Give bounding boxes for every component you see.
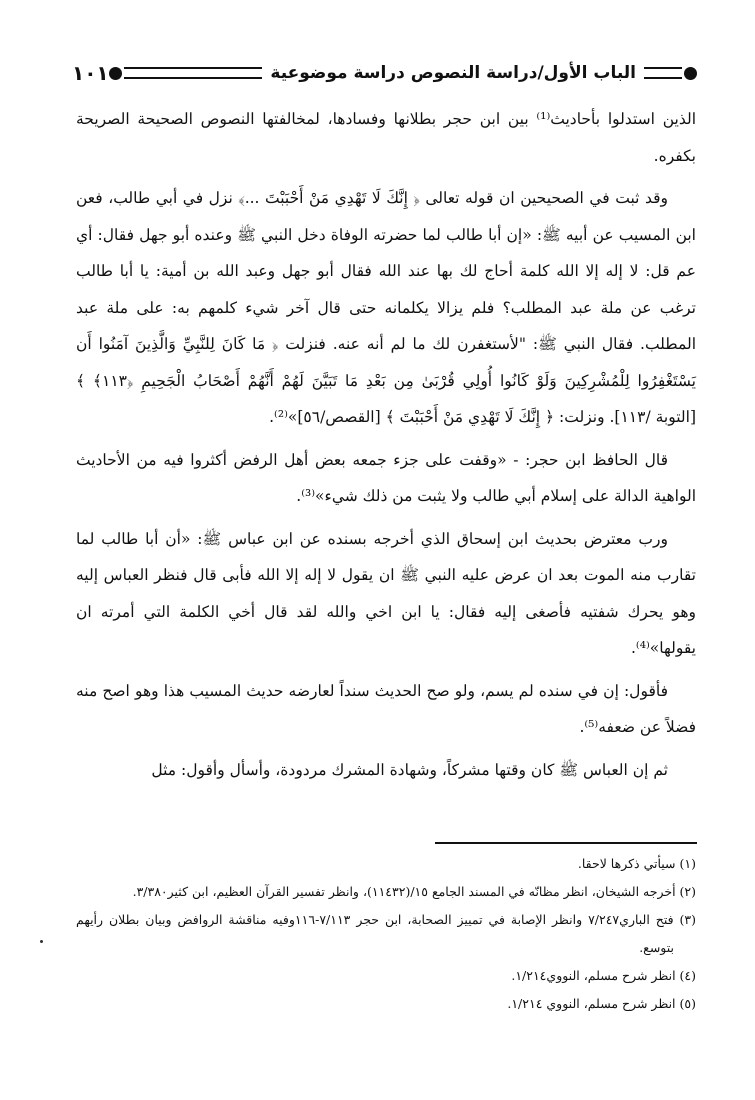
- footnote-1: (١) سيأتي ذكرها لاحقا.: [577, 856, 696, 871]
- footnote-5: (٥) انظر شرح مسلم، النووي ١/٢١٤.: [507, 996, 696, 1011]
- footnote-2: (٢) أخرجه الشيخان، انظر مظانّه في المسند الجامع ١٥/(١١٤٣٢)، وانظر تفسير القرآن العظيم، ابن كثير٣/٣٨٠.: [132, 884, 696, 899]
- chapter-title: الباب الأول/دراسة النصوص دراسة موضوعية: [270, 63, 636, 83]
- paragraph-2: وقد ثبت في الصحيحين ان قوله تعالى ﴿ إِنَّكَ لَا تَهْدِي مَنْ أَحْبَبْتَ ...﴾ نزل في أبي طالب، فعن ابن المسيب عن أبيه ﷺ: «إن أبا طالب لما حضرته الوفاة دخل النبي ﷺ وعنده أبو جهل فقال: أي عم قل: لا إله إلا الله كلمة أحاج لك بها عند الله فقال أبو جهل وعبد الله بن أمية: يا أبا طالب ترغب عن ملة عبد المطلب؟ فلم يزالا يكلمانه حتى قال آخر شيء كلمهم به: على ملة عبد المطلب. فقال النبي ﷺ: "لأستغفرن لك ما لم أنه عنه. فنزلت ﴿ مَا كَانَ لِلنَّبِيِّ وَالَّذِينَ آمَنُوا أَن يَسْتَغْفِرُوا لِلْمُشْرِكِينَ وَلَوْ كَانُوا أُولِي قُرْبَىٰ مِن بَعْدِ مَا تَبَيَّنَ لَهُمْ أَنَّهُمْ أَصْحَابُ الْجَحِيمِ ﴿١١٣﴾ ﴾ [التوبة /١١٣]. ونزلت: ﴿ إِنَّكَ لَا تَهْدِي مَنْ أَحْبَبْتَ ﴾ [القصص/٥٦]»⁽²⁾.: [76, 189, 696, 426]
- margin-speck: [40, 940, 43, 943]
- header-rule-right: [644, 67, 682, 79]
- footnotes: [76, 850, 696, 1018]
- footnote-3: (٣) فتح الباري٧/٢٤٧ وانظر الإصابة في تمييز الصحابة، ابن حجر ٧/١١٣-١١٦وفيه مناقشة الروافض وبيان بطلان رأيهم بتوسع.: [76, 912, 696, 955]
- page-number: ١٠١: [72, 61, 109, 85]
- paragraph-6: ثم إن العباس ﷺ كان وقتها مشركاً، وشهادة المشرك مردودة، وأسأل وأقول: مثل: [151, 760, 668, 779]
- page-header: [72, 56, 697, 90]
- footnote-4: (٤) انظر شرح مسلم، النووي١/٢١٤.: [511, 968, 696, 983]
- main-text: [76, 101, 696, 788]
- paragraph-3: قال الحافظ ابن حجر: - «وقفت على جزء جمعه بعض أهل الرفض أكثروا فيه من الأحاديث الواهية الدالة على إسلام أبي طالب ولا يثبت من ذلك شيء»⁽³⁾.: [76, 450, 696, 505]
- header-rule-left: [124, 67, 262, 79]
- paragraph-4: ورب معترض بحديث ابن إسحاق الذي أخرجه بسنده عن ابن عباس ﷺ: «أن أبا طالب لما تقارب منه الموت بعد ان عرض عليه النبي ﷺ ان يقول لا إله إلا الله فأبى قال فنظر العباس إليه وهو يحرك شفتيه فأصغى إليه فقال: يا ابن اخي والله لقد قال أخي الكلمة التي أمرته ان يقولها»⁽⁴⁾.: [76, 529, 696, 657]
- paragraph-1: الذين استدلوا بأحاديث⁽¹⁾ بين ابن حجر بطلانها وفسادها، لمخالفتها النصوص الصحيحة الصريحة بكفره.: [76, 110, 696, 165]
- ornament-dot-icon: [684, 67, 697, 80]
- footnote-separator: [435, 842, 697, 844]
- paragraph-5: فأقول: إن في سنده لم يسم، ولو صح الحديث سنداً لعارضه حديث المسيب هذا وهو اصح منه فضلاً عن ضعفه⁽⁵⁾.: [76, 681, 696, 736]
- ornament-dot-icon: [109, 67, 122, 80]
